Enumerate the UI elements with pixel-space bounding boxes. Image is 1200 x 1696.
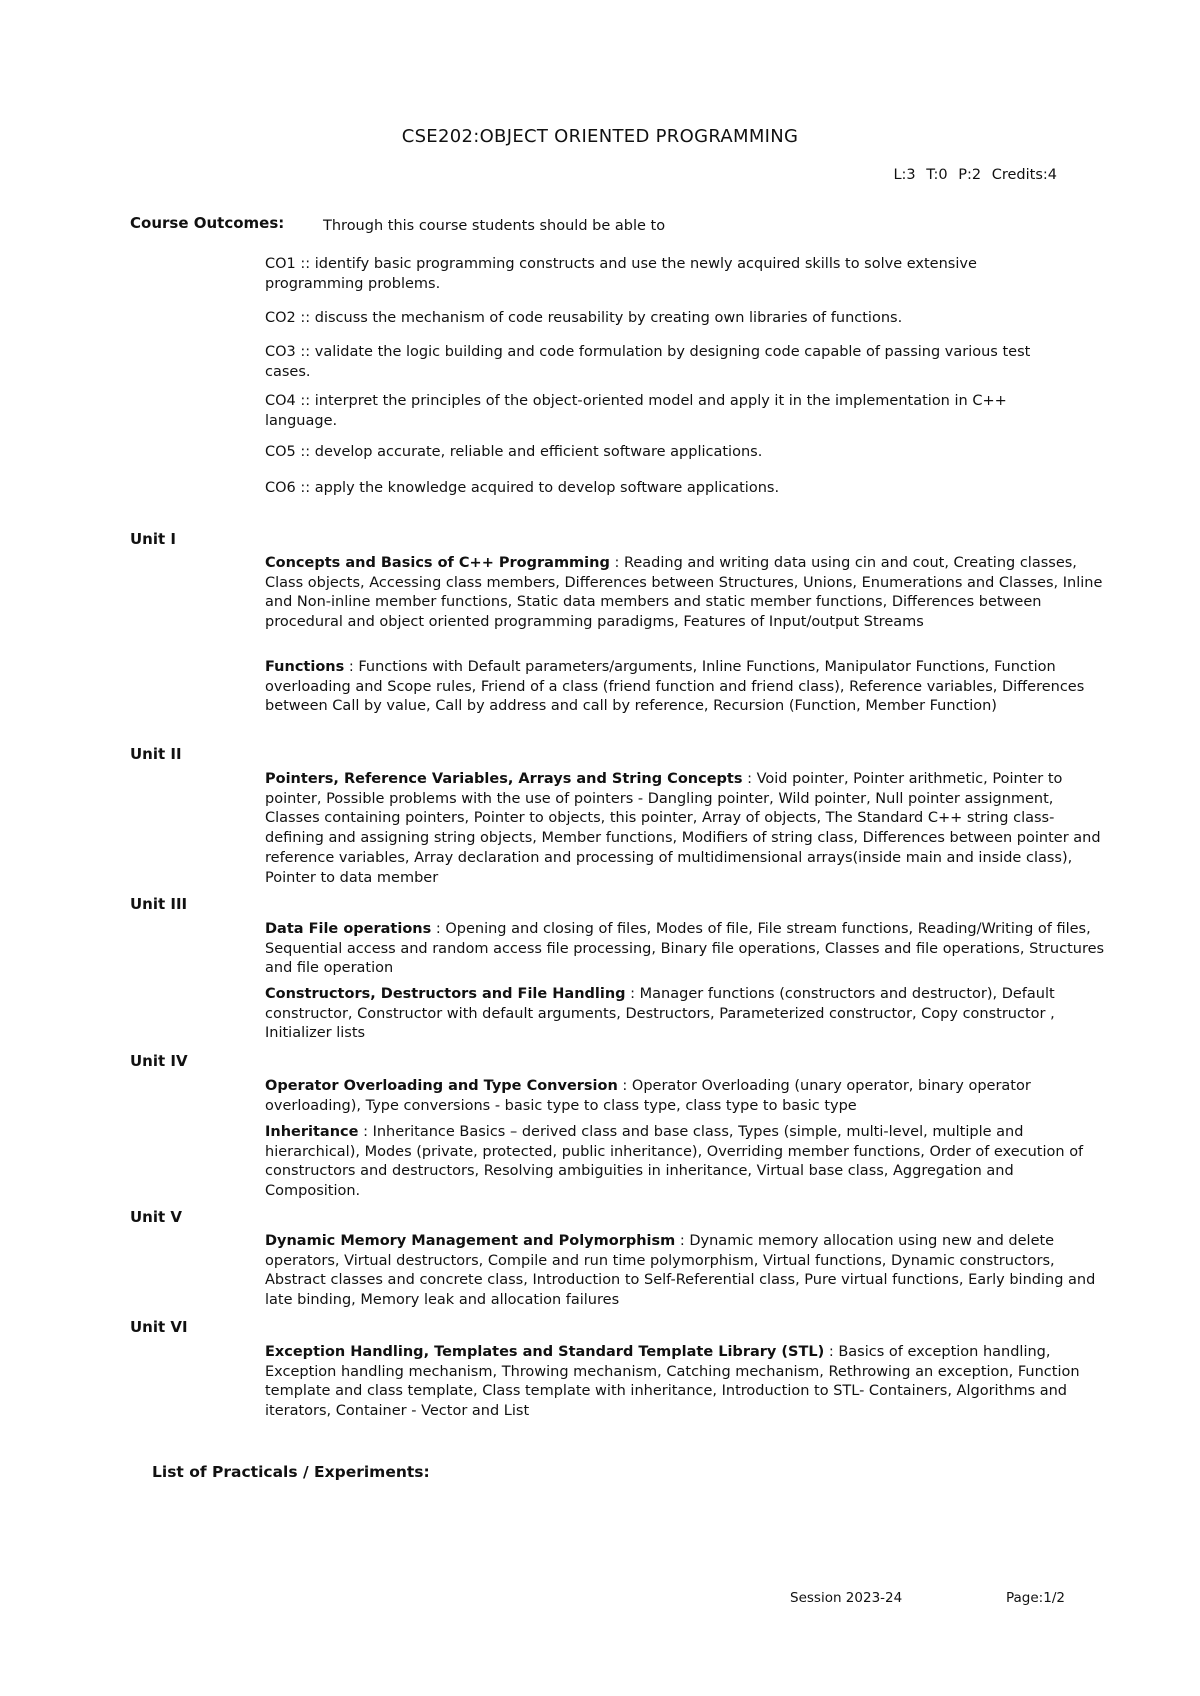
- outcome-co6: CO6 :: apply the knowledge acquired to develop software applications.: [265, 480, 780, 496]
- unit-topic: [265, 985, 1107, 1044]
- topic-heading: Inheritance: [265, 1124, 359, 1140]
- unit-label: Unit III: [130, 895, 188, 913]
- topic-text: : Void pointer, Pointer arithmetic, Pointer to pointer, Possible problems with the use of pointers - Dangling pointer, Wild pointer, Null pointer assignment, Classes containing pointers, Pointer to objects, this pointer, Array of objects, The Standard C++ string class-defining and assigning string objects, Member functions, Modifiers of string class, Differences between pointer and reference variables, Array declaration and processing of multidimensional arrays(inside main and inside class), Pointer to data member: [265, 771, 1101, 886]
- topic-text: : Dynamic memory allocation using new and delete operators, Virtual destructors, Compile and run time polymorphism, Virtual functions, Dynamic constructors, Abstract classes and concrete class, Introduction to Self-Referential class, Pure virtual functions, Early binding and late binding, Memory leak and allocation failures: [265, 1233, 1096, 1309]
- topic-text: : Functions with Default parameters/arguments, Inline Functions, Manipulator Functions, Function overloading and Scope rules, Friend of a class (friend function and friend class), Reference variables, Differences between Call by value, Call by address and call by reference, Recursion (Function, Member Function): [265, 659, 1085, 715]
- practicals-heading: List of Practicals / Experiments:: [152, 1463, 430, 1481]
- topic-heading: Functions: [265, 659, 345, 675]
- topic-heading: Concepts and Basics of C++ Programming: [265, 555, 610, 571]
- topic-text: : Operator Overloading (unary operator, binary operator overloading), Type conversions - basic type to class type, class type to basic type: [265, 1078, 1031, 1114]
- topic-text: : Reading and writing data using cin and cout, Creating classes, Class objects, Accessing class members, Differences between Structures, Unions, Enumerations and Classes, Inline and Non-inline member functions, Static data members and static member functions, Differences between procedural and object oriented programming paradigms, Features of Input/output Streams: [265, 555, 1103, 631]
- page-number: Page:1/2: [1006, 1590, 1065, 1606]
- unit-label: Unit II: [130, 745, 182, 763]
- course-title: CSE202:OBJECT ORIENTED PROGRAMMING: [401, 126, 799, 147]
- unit-topic: [265, 1077, 1107, 1116]
- topic-text: : Basics of exception handling, Exception handling mechanism, Throwing mechanism, Catching mechanism, Rethrowing an exception, Function template and class template, Class template with inheritance, Introduction to STL- Containers, Algorithms and iterators, Container - Vector and List: [265, 1344, 1080, 1420]
- unit-label: Unit VI: [130, 1318, 188, 1336]
- unit-topic: [265, 770, 1107, 888]
- outcome-co5: CO5 :: develop accurate, reliable and efficient software applications.: [265, 444, 763, 460]
- topic-heading: Operator Overloading and Type Conversion: [265, 1078, 618, 1094]
- outcome-co3: CO3 :: validate the logic building and code formulation by designing code capable of passing various test cases.: [265, 344, 1031, 380]
- topic-text: : Manager functions (constructors and destructor), Default constructor, Constructor with default arguments, Destructors, Parameterized constructor, Copy constructor , Initializer lists: [265, 986, 1055, 1042]
- topic-text: : Opening and closing of files, Modes of file, File stream functions, Reading/Writing of files, Sequential access and random access file processing, Binary file operations, Classes and file operations, Structures and file operation: [265, 921, 1105, 977]
- outcome-co1: CO1 :: identify basic programming constructs and use the newly acquired skills to solve extensive programming problems.: [265, 256, 977, 292]
- unit-topic: [265, 1232, 1107, 1311]
- outcome-co4: CO4 :: interpret the principles of the object-oriented model and apply it in the implementation in C++ language.: [265, 393, 1007, 429]
- unit-label: Unit V: [130, 1208, 183, 1226]
- course-outcomes-intro: Through this course students should be able to: [323, 218, 666, 234]
- course-outcomes-label: Course Outcomes:: [130, 214, 285, 232]
- unit-topic: [265, 658, 1107, 717]
- topic-text: : Inheritance Basics – derived class and base class, Types (simple, multi-level, multiple and hierarchical), Modes (private, protected, public inheritance), Overriding member functions, Order of execution of constructors and destructors, Resolving ambiguities in inheritance, Virtual base class, Aggregation and Composition.: [265, 1124, 1084, 1200]
- unit-topic: [265, 1343, 1107, 1422]
- credits-line: L:3 T:0 P:2 Credits:4: [893, 167, 1057, 183]
- unit-topic: [265, 920, 1107, 979]
- topic-heading: Data File operations: [265, 921, 432, 937]
- unit-label: Unit I: [130, 530, 176, 548]
- unit-label: Unit IV: [130, 1052, 188, 1070]
- topic-heading: Dynamic Memory Management and Polymorphism: [265, 1233, 676, 1249]
- topic-heading: Pointers, Reference Variables, Arrays and String Concepts: [265, 771, 743, 787]
- outcome-co2: CO2 :: discuss the mechanism of code reusability by creating own libraries of functions.: [265, 310, 903, 326]
- session-label: Session 2023-24: [790, 1590, 903, 1606]
- topic-heading: Exception Handling, Templates and Standard Template Library (STL): [265, 1344, 825, 1360]
- unit-topic: [265, 554, 1107, 633]
- unit-topic: [265, 1123, 1107, 1202]
- topic-heading: Constructors, Destructors and File Handling: [265, 986, 626, 1002]
